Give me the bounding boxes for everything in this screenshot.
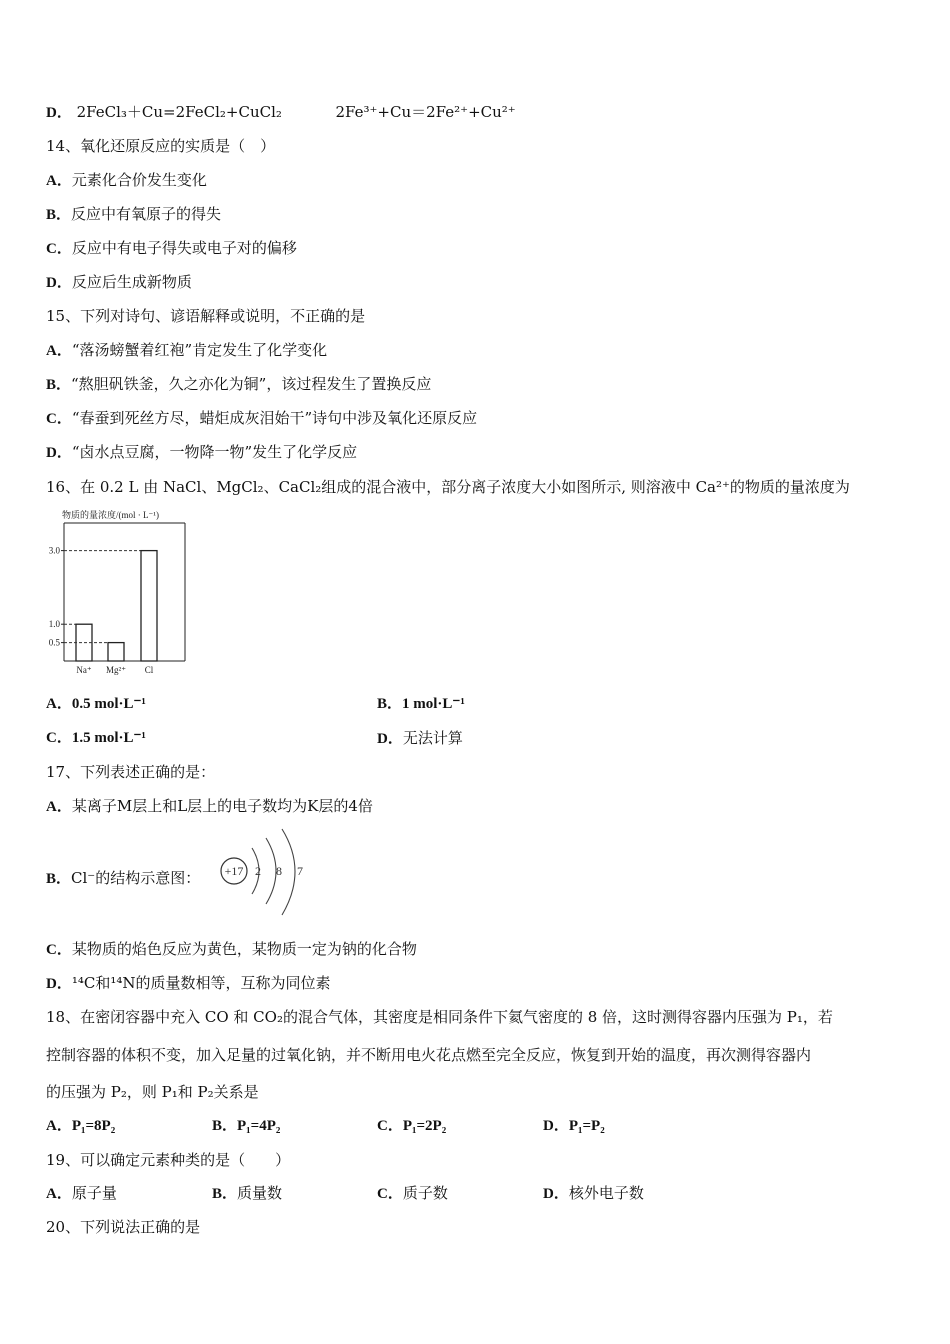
q18-option-d: [543, 1116, 605, 1136]
shell-electrons-2: 8: [276, 864, 282, 878]
option-letter: A．: [46, 799, 72, 815]
option-text: “卤水点豆腐，一物降一物”发生了化学反应: [71, 443, 358, 461]
x-tick-label-0: Na⁺: [76, 665, 92, 675]
option-letter: C．: [46, 942, 72, 958]
q14-option-b: [46, 204, 221, 225]
q16-bar-chart: [44, 505, 194, 680]
option-text: 某离子M层上和L层上的电子数均为K层的4倍: [71, 797, 373, 815]
q18-stem-line2: 控制容器的体积不变，加入足量的过氧化钠，并不断用电火花点燃至完全反应，恢复到开始的温度，再次测得容器内: [46, 1046, 812, 1064]
option-letter: D．: [377, 731, 403, 747]
x-tick-label-2: Cl: [144, 665, 154, 675]
q19-option-d: [543, 1183, 644, 1204]
q19-option-b: [212, 1183, 282, 1204]
option-text: “熬胆矾铁釜，久之亦化为铜”，该过程发生了置换反应: [71, 375, 432, 393]
option-text: 0.5 mol·L⁻¹: [71, 696, 146, 712]
q15-option-b: [46, 374, 431, 395]
option-letter: B．: [377, 696, 403, 712]
option-letter: A．: [46, 343, 72, 359]
option-text: P₁=2P₂: [402, 1118, 447, 1134]
q18-option-c: [377, 1116, 446, 1136]
option-text: 反应中有氧原子的得失: [71, 205, 222, 223]
q16-option-c: [46, 728, 146, 748]
option-text: P₁=8P₂: [71, 1118, 116, 1134]
option-letter: C．: [46, 241, 72, 257]
option-text: 1 mol·L⁻¹: [402, 696, 465, 712]
option-letter: D．: [543, 1118, 569, 1134]
q15-option-a: [46, 340, 327, 361]
q19-stem: 19、可以确定元素种类的是（ ）: [46, 1151, 291, 1169]
y-tick-label-1: 1.0: [48, 619, 60, 630]
q15-stem: 15、下列对诗句、谚语解释或说明，不正确的是: [46, 307, 366, 325]
option-text: 元素化合价发生变化: [71, 171, 207, 189]
q16-option-b: [377, 694, 465, 714]
option-text: 反应后生成新物质: [71, 273, 192, 291]
q17-option-b: [46, 868, 200, 889]
q13-option-d: [46, 102, 516, 123]
q17-option-c: [46, 939, 417, 960]
q17-option-a: [46, 796, 373, 817]
shell-electrons-1: 2: [255, 864, 261, 878]
y-tick-label-2: 0.5: [48, 637, 60, 648]
q14-option-d: [46, 272, 192, 293]
q18-option-a: [46, 1116, 115, 1136]
equation-ionic: 2Fe³⁺+Cu＝2Fe²⁺+Cu²⁺: [335, 103, 516, 121]
option-letter: A．: [46, 1118, 72, 1134]
option-letter: A．: [46, 1186, 72, 1202]
q14-option-a: [46, 170, 207, 191]
option-letter: B．: [212, 1186, 238, 1202]
equation-molecular: 2FeCl₃＋Cu=2FeCl₂+CuCl₂: [76, 103, 282, 121]
q14-option-c: [46, 238, 297, 259]
q15-option-d: [46, 442, 357, 463]
option-letter: C．: [377, 1186, 403, 1202]
option-letter: D．: [543, 1186, 569, 1202]
chart-ylabel: 物质的量浓度/(mol · L⁻¹): [62, 510, 159, 520]
option-letter: B．: [46, 871, 72, 887]
option-letter: C．: [46, 730, 72, 746]
option-text: 原子量: [71, 1184, 117, 1202]
option-letter: B．: [46, 377, 72, 393]
option-text: ¹⁴C和¹⁴N的质量数相等，互称为同位素: [71, 974, 331, 992]
bar-1: [108, 643, 124, 661]
option-text: P₁=4P₂: [237, 1118, 281, 1134]
x-tick-label-1: Mg²⁺: [106, 665, 126, 675]
q15-option-c: [46, 408, 477, 429]
q16-option-a: [46, 694, 146, 714]
q17-stem: 17、下列表述正确的是：: [46, 763, 216, 781]
y-tick-label-0: 3.0: [48, 545, 60, 556]
option-text: 某物质的焰色反应为黄色，某物质一定为钠的化合物: [71, 940, 417, 958]
option-text: 核外电子数: [568, 1184, 644, 1202]
q16-stem: 16、在 0.2 L 由 NaCl、MgCl₂、CaCl₂组成的混合液中，部分离子浓度大小如图所示, 则溶液中 Ca²⁺的物质的量浓度为: [46, 478, 850, 496]
q20-stem: 20、下列说法正确的是: [46, 1218, 201, 1236]
shell-electrons-3: 7: [297, 864, 303, 878]
option-letter: B．: [212, 1118, 238, 1134]
option-text: 反应中有电子得失或电子对的偏移: [71, 239, 297, 257]
option-letter: B．: [46, 207, 72, 223]
option-text: P₁=P₂: [568, 1118, 605, 1134]
option-letter: C．: [46, 411, 72, 427]
option-letter: D．: [46, 275, 72, 291]
option-text: “春蚕到死丝方尽，蜡炬成灰泪始干”诗句中涉及氧化还原反应: [71, 409, 478, 427]
q19-option-a: [46, 1183, 117, 1204]
shell-arc-2: [266, 838, 276, 904]
option-text: 1.5 mol·L⁻¹: [71, 730, 146, 746]
option-letter: A．: [46, 696, 72, 712]
option-text: 质子数: [402, 1184, 448, 1202]
option-text: 质量数: [237, 1184, 283, 1202]
q19-option-c: [377, 1183, 448, 1204]
option-letter: D．: [46, 976, 72, 992]
option-text: 无法计算: [402, 729, 463, 747]
option-letter: D．: [46, 105, 72, 121]
shell-arc-3: [282, 829, 295, 915]
option-letter: D．: [46, 445, 72, 461]
option-letter: A．: [46, 173, 72, 189]
q16-option-d: [377, 728, 463, 749]
nucleus-charge: +17: [224, 864, 244, 878]
option-text: “落汤螃蟹着红袍”肯定发生了化学变化: [71, 341, 328, 359]
option-letter: C．: [377, 1118, 403, 1134]
q18-stem-line1: 18、在密闭容器中充入 CO 和 CO₂的混合气体，其密度是相同条件下氦气密度的 8 倍，这时测得容器内压强为 P₁，若: [46, 1008, 833, 1026]
bar-2: [141, 551, 157, 661]
option-text: Cl⁻的结构示意图：: [71, 869, 201, 887]
chlorine-ion-structure-diagram: [218, 826, 310, 918]
q18-option-b: [212, 1116, 280, 1136]
q14-stem: 14、氧化还原反应的实质是（ ）: [46, 137, 276, 155]
q18-stem-line3: 的压强为 P₂，则 P₁和 P₂关系是: [46, 1083, 259, 1101]
q17-option-d: [46, 973, 331, 994]
